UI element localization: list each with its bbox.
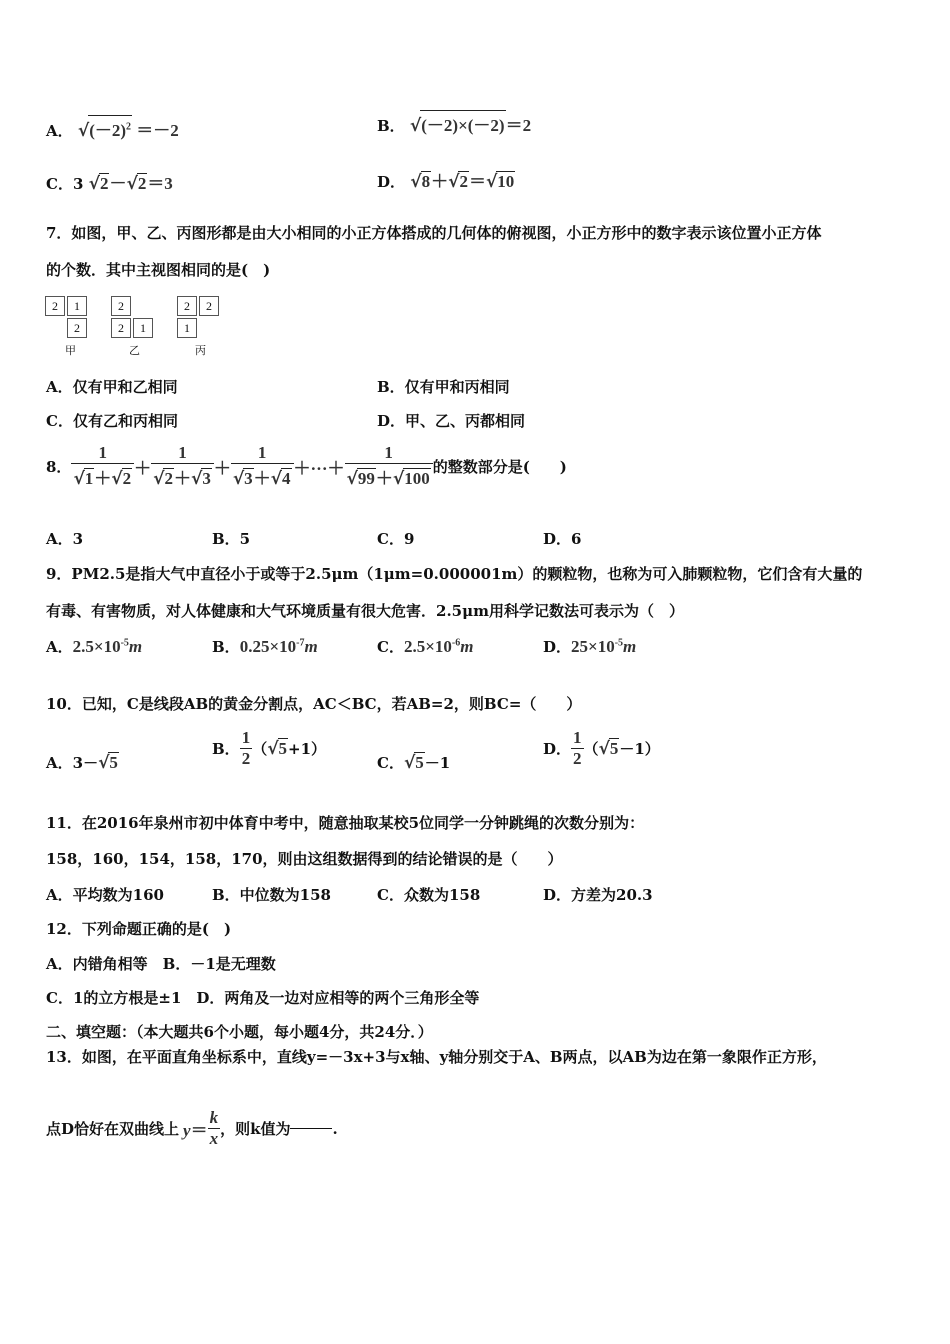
q12-stem: 12．下列命题正确的是( )	[46, 920, 232, 938]
q6-option-c: C．3 √2－√2＝3	[46, 174, 173, 194]
q10-stem: 10．已知，C是线段AB的黄金分割点，AC＜BC，若AB=2，则BC=（ ）	[46, 695, 582, 713]
q10-option-d: D． $\frac{1}{2}$ （ √5 －1）	[543, 728, 660, 768]
yi-label: 乙	[129, 344, 140, 357]
answer-blank[interactable]	[290, 1128, 332, 1129]
q10-option-b: B． $\frac{1}{2}$ （ √5 +1）	[212, 728, 327, 768]
q8-stem: 8． $\frac{1}{√1+√2}$ ＋ $\frac{1}{√2+√3}$ ＋ $\frac{1}{√3+√4}$ ＋···＋ $\frac{1}{√99+√100}$ 的整数部分是( )	[46, 443, 567, 489]
q12-options-cd: C．1的立方根是±1 D．两角及一边对应相等的两个三角形全等	[46, 989, 480, 1007]
yi-cell-1: 2	[111, 296, 131, 316]
yi-cell-3: 1	[133, 318, 153, 338]
q11-option-c: C．众数为158	[377, 886, 481, 904]
bing-cell-2: 2	[199, 296, 219, 316]
q8-option-c: C．9	[377, 530, 415, 548]
q9-stem-line1: 9．PM2.5是指大气中直径小于或等于2.5μm（1μm=0.000001m）的颗粒物，也称为可入肺颗粒物，它们含有大量的	[46, 565, 863, 583]
bing-cell-1: 2	[177, 296, 197, 316]
q9-stem-line2: 有毒、有害物质，对人体健康和大气环境质量有很大危害．2.5μm用科学记数法可表示为（ ）	[46, 602, 684, 620]
q8-option-d: D．6	[543, 530, 582, 548]
bing-cell-3: 1	[177, 318, 197, 338]
q7-option-b: B．仅有甲和丙相同	[377, 378, 510, 396]
q11-option-d: D．方差为20.3	[543, 886, 653, 904]
bing-label: 丙	[195, 344, 206, 357]
q9-option-d: D．$25\times 10^{-5}m$	[543, 637, 637, 656]
q7-figure	[45, 296, 235, 358]
q12-options-ab: A．内错角相等 B．－1是无理数	[46, 955, 276, 973]
q8-option-a: A．3	[46, 530, 84, 548]
q10-option-a: A．3－√5	[46, 753, 118, 773]
q7-option-a: A．仅有甲和乙相同	[46, 378, 178, 396]
q11-option-b: B．中位数为158	[212, 886, 331, 904]
jia-cell-2: 1	[67, 296, 87, 316]
q6-option-a: A． $√(-2)^2 =-2$	[46, 115, 179, 141]
q8-option-b: B．5	[212, 530, 251, 548]
q9-option-b: B．$0.25\times 10^{-7}m$	[212, 637, 318, 656]
yi-cell-2: 2	[111, 318, 131, 338]
q6-option-b: B． √(－2)×(－2)＝2	[377, 110, 531, 136]
jia-cell-1: 2	[45, 296, 65, 316]
q13-stem-line1: 13．如图，在平面直角坐标系中，直线y=－3x+3与x轴、y轴分别交于A、B两点，以AB为边在第一象限作正方形，	[46, 1048, 827, 1066]
q7-stem-line2: 的个数．其中主视图相同的是( )	[46, 261, 271, 279]
q6-option-d: D． √8＋√2＝√10	[377, 172, 515, 192]
q9-option-c: C．$2.5\times 10^{-6}m$	[377, 637, 474, 656]
jia-label: 甲	[65, 344, 76, 357]
q13-stem-line2: 点D恰好在双曲线上 y＝ $\frac{k}{x}$ ，则k值为 .	[46, 1108, 338, 1148]
q10-option-c: C．√5－1	[377, 753, 451, 773]
q7-option-c: C．仅有乙和丙相同	[46, 412, 178, 430]
jia-cell-3: 2	[67, 318, 87, 338]
q7-option-d: D．甲、乙、丙都相同	[377, 412, 526, 430]
q7-stem-line1: 7．如图，甲、乙、丙图形都是由大小相同的小正方体搭成的几何体的俯视图，小正方形中的数字表示该位置小正方体	[46, 224, 822, 242]
q9-option-a: A．$2.5\times 10^{-5}m$	[46, 637, 143, 656]
q11-stem-line2: 158，160，154，158，170，则由这组数据得到的结论错误的是（ ）	[46, 850, 563, 868]
q11-stem-line1: 11．在2016年泉州市初中体育中考中，随意抽取某校5位同学一分钟跳绳的次数分别为：	[46, 814, 645, 832]
section-fill-in-title: 二、填空题：（本大题共6个小题，每小题4分，共24分．）	[46, 1023, 433, 1041]
q11-option-a: A．平均数为160	[46, 886, 164, 904]
